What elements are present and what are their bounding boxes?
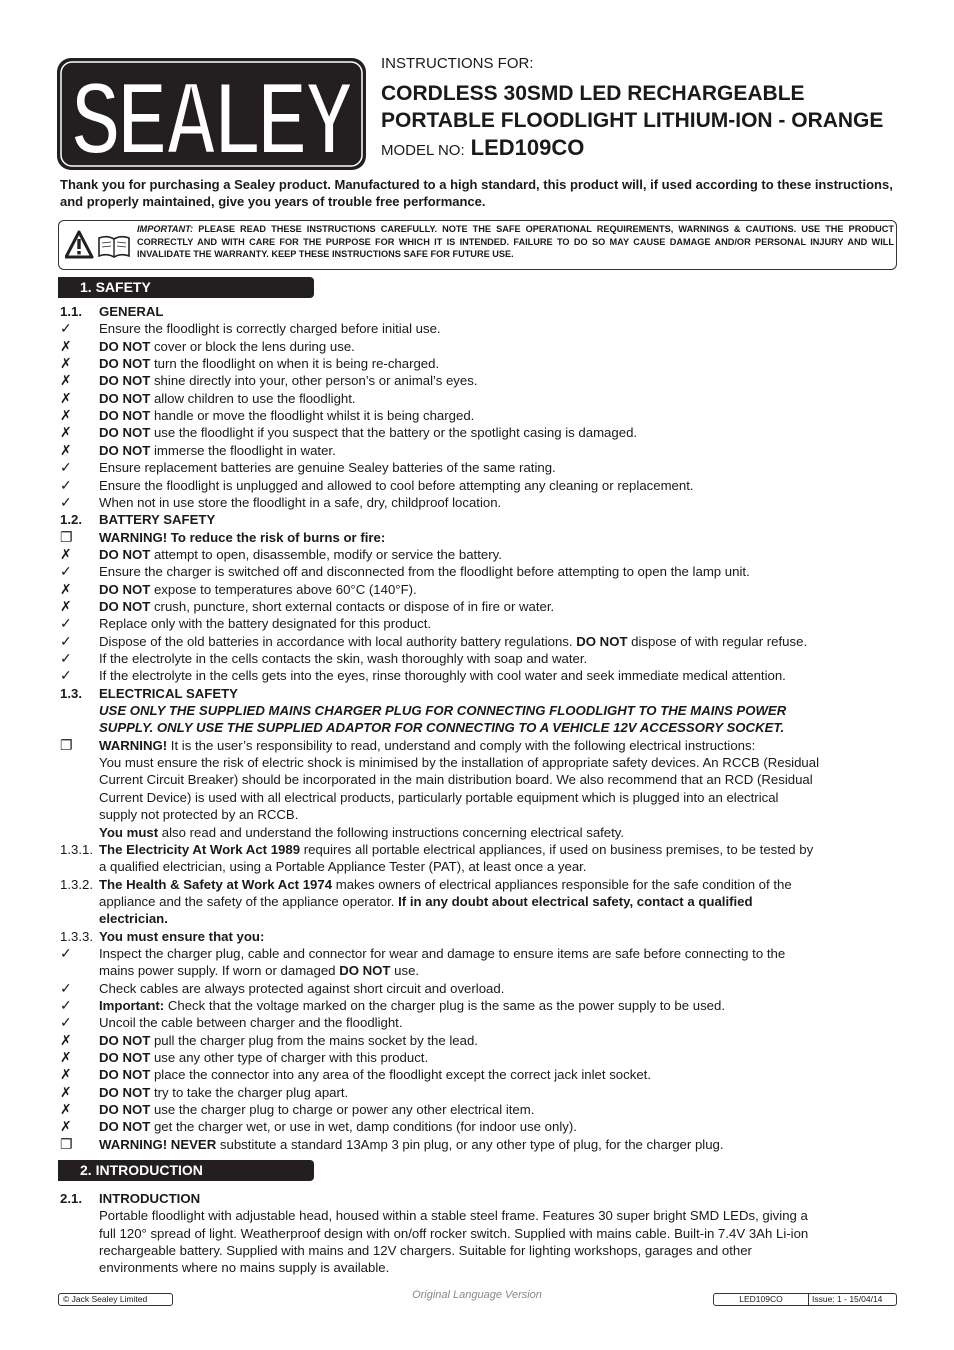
line-text: [99, 1032, 478, 1049]
text-line: [0, 372, 954, 389]
clause-number: 1.3.3.: [60, 928, 93, 944]
cross-icon: ✗: [60, 407, 72, 424]
text-line: [0, 1207, 954, 1224]
text-line: [0, 980, 954, 997]
instructions-for-label: INSTRUCTIONS FOR:: [381, 55, 534, 72]
section-heading-safety: 1. SAFETY: [58, 277, 314, 298]
text-line: [0, 320, 954, 337]
line-text: [99, 719, 784, 736]
text-line: [0, 789, 954, 806]
text-line: [0, 754, 954, 771]
bold-text: DO NOT: [99, 598, 151, 614]
bold-text: WARNING!: [99, 737, 168, 753]
important-notice-box: [58, 220, 897, 270]
line-text: [99, 355, 439, 372]
text-line: [0, 910, 954, 927]
bold-text: You must ensure that you:: [99, 928, 265, 944]
text-line: [0, 546, 954, 563]
text-line: [0, 459, 954, 476]
bold-text: DO NOT: [99, 373, 151, 389]
line-text: [99, 581, 417, 598]
line-text: [99, 338, 355, 355]
bold-text: DO NOT: [99, 1119, 151, 1135]
check-icon: ✓: [60, 944, 72, 961]
plain-text: use.: [390, 963, 420, 979]
text-line: [0, 667, 954, 684]
cross-icon: ✗: [60, 372, 72, 389]
bold-text: DO NOT: [99, 1067, 151, 1083]
box-bullet-icon: ❐: [60, 1135, 73, 1152]
model-number: LED109CO: [470, 135, 585, 160]
line-text: [99, 1225, 808, 1242]
line-text: [99, 685, 238, 702]
text-line: [0, 876, 954, 893]
plain-text: Check that the voltage marked on the charger plug is the same as the power supply to be used.: [164, 998, 726, 1013]
plain-text: use the charger plug to charge or power any other electrical item.: [150, 1102, 535, 1118]
line-text: [99, 702, 786, 719]
check-icon: ✓: [60, 997, 72, 1013]
clause-number: 1.1.: [60, 304, 82, 319]
line-text: [99, 667, 786, 684]
plain-text: If the electrolyte in the cells contacts the skin, wash thoroughly with soap and water.: [99, 651, 588, 666]
plain-text: rechargeable battery. Supplied with mains and 12V chargers. Suitable for lighting workshops, garages and other: [99, 1243, 752, 1259]
plain-text: Current Circuit Breaker) should be incorporated in the main distribution board. We also recommend that an RCD (Residual: [99, 772, 813, 788]
text-line: [0, 685, 954, 702]
line-text: [99, 1084, 348, 1101]
cross-icon: ✗: [60, 1066, 72, 1083]
bold-text: Important:: [99, 998, 165, 1013]
plain-text: Dispose of the old batteries in accordance with local authority battery regulations.: [99, 633, 577, 649]
plain-text: Check cables are always protected against short circuit and overload.: [99, 980, 505, 996]
line-text: [99, 598, 554, 615]
cross-icon: ✗: [60, 355, 72, 372]
bold-text: WARNING! NEVER: [99, 1136, 217, 1152]
plain-text: turn the floodlight on when it is being re-charged.: [150, 356, 440, 372]
sealey-logo: [57, 58, 366, 170]
text-line: [0, 858, 954, 875]
text-line: [0, 719, 954, 736]
important-label: IMPORTANT:: [137, 224, 194, 234]
line-text: [99, 390, 356, 407]
clause-number: 1.3.: [60, 685, 82, 701]
plain-text: place the connector into any area of the floodlight except the correct jack inlet socket.: [150, 1067, 651, 1083]
text-line: [0, 1242, 954, 1259]
check-icon: ✓: [60, 979, 72, 996]
bold-text: DO NOT: [99, 408, 151, 424]
check-icon: ✓: [60, 476, 72, 493]
check-icon: ✓: [60, 650, 72, 666]
svg-text:SEALEY: SEALEY: [71, 61, 353, 170]
line-text: [99, 1066, 651, 1083]
text-line: [0, 1032, 954, 1049]
text-line: [0, 1190, 954, 1207]
line-text: [99, 1101, 534, 1118]
text-line: [0, 841, 954, 858]
plain-text: supply not protected by an RCCB.: [99, 807, 299, 823]
plain-text: Uncoil the cable between charger and the floodlight.: [99, 1015, 403, 1031]
plain-text: appliance and the safety of the appliance operator.: [99, 893, 399, 909]
cross-icon: ✗: [60, 1083, 72, 1100]
line-text: [99, 841, 813, 858]
important-notice-text: [137, 223, 894, 261]
check-icon: ✓: [60, 632, 72, 649]
bold-text: electrician.: [99, 911, 168, 927]
text-line: [0, 424, 954, 441]
line-text: [99, 789, 779, 806]
plain-text: a qualified electrician, using a Portable Appliance Tester (PAT), at least once a year.: [99, 859, 587, 875]
bold-text: DO NOT: [99, 1102, 151, 1118]
bold-text: If in any doubt about electrical safety, contact a qualified: [398, 893, 753, 909]
product-title: [381, 80, 941, 134]
text-line: [0, 945, 954, 962]
plain-text: Ensure the floodlight is correctly charged before initial use.: [99, 321, 441, 337]
bold-text: DO NOT: [99, 442, 151, 458]
plain-text: shine directly into your, other person’s or animal’s eyes.: [150, 373, 478, 389]
line-text: [99, 303, 163, 320]
line-text: [99, 980, 504, 997]
read-manual-book-icon: [99, 237, 129, 257]
line-text: [99, 1190, 200, 1207]
line-text: [99, 494, 501, 511]
clause-number: 1.2.: [60, 512, 82, 528]
bold-text: DO NOT: [99, 1050, 151, 1066]
bold-text: DO NOT: [99, 425, 151, 441]
bold-text: The Electricity At Work Act 1989: [99, 841, 301, 857]
text-line: [0, 702, 954, 719]
cross-icon: ✗: [60, 1101, 72, 1118]
footer-issue: Issue: 1 - 15/04/14: [812, 1294, 883, 1304]
cross-icon: ✗: [60, 441, 72, 458]
plain-text: immerse the floodlight in water.: [150, 442, 336, 458]
text-line: [0, 1084, 954, 1101]
model-number-row: [381, 135, 584, 161]
bold-text: GENERAL: [99, 304, 164, 319]
text-line: [0, 581, 954, 598]
line-text: [99, 1014, 403, 1031]
text-line: [0, 1014, 954, 1031]
line-text: [99, 407, 474, 424]
text-line: [0, 511, 954, 528]
text-line: [0, 737, 954, 754]
line-text: [99, 771, 813, 788]
line-text: [99, 546, 502, 563]
line-text: [99, 910, 168, 927]
plain-text: environments where no mains supply is available.: [99, 1260, 390, 1276]
plain-text: substitute a standard 13Amp 3 pin plug, or any other type of plug, for the charger plug.: [216, 1136, 724, 1152]
bold-text: WARNING! To reduce the risk of burns or fire:: [99, 529, 386, 545]
line-text: [99, 511, 215, 528]
footer-doc-info: [713, 1293, 897, 1306]
plain-text: Ensure the floodlight is unplugged and allowed to cool before attempting any cleaning or replacement.: [99, 477, 694, 493]
text-line: [0, 494, 954, 511]
svg-text:SEALEY: SEALEY: [71, 61, 353, 170]
bold-text: DO NOT: [576, 633, 628, 649]
footer-copyright: © Jack Sealey Limited: [58, 1293, 173, 1306]
check-icon: ✓: [60, 615, 72, 632]
bold-italic-text: SUPPLY. ONLY USE THE SUPPLIED ADAPTOR FOR CONNECTING TO A VEHICLE 12V ACCESSORY SOCKET.: [99, 720, 785, 736]
box-bullet-icon: ❐: [60, 528, 73, 545]
bold-text: You must: [99, 824, 159, 840]
cross-icon: ✗: [60, 337, 72, 354]
line-text: [99, 962, 419, 979]
clause-number: 1.3.1.: [60, 841, 93, 857]
bold-text: DO NOT: [99, 356, 151, 372]
line-text: [99, 1207, 808, 1224]
bold-text: DO NOT: [99, 1032, 151, 1048]
line-text: [99, 633, 807, 650]
check-icon: ✓: [60, 320, 72, 337]
bold-text: ELECTRICAL SAFETY: [99, 685, 238, 701]
text-line: [0, 529, 954, 546]
text-line: [0, 1225, 954, 1242]
line-text: [99, 806, 298, 823]
text-line: [0, 477, 954, 494]
line-text: [99, 1259, 389, 1276]
plain-text: use the floodlight if you suspect that the battery or the spotlight casing is damaged.: [150, 425, 638, 441]
plain-text: dispose of with regular refuse.: [627, 633, 808, 649]
warning-triangle-icon: [66, 232, 92, 257]
line-text: [99, 824, 624, 841]
bold-text: DO NOT: [99, 1084, 151, 1100]
text-line: [0, 1101, 954, 1118]
plain-text: handle or move the floodlight whilst it is being charged.: [150, 408, 475, 424]
bold-text: DO NOT: [99, 338, 151, 354]
line-text: [99, 442, 336, 459]
footer-divider: [808, 1293, 809, 1306]
plain-text: When not in use store the floodlight in a safe, dry, childproof location.: [99, 494, 502, 510]
cross-icon: ✗: [60, 424, 72, 441]
line-text: [99, 529, 385, 546]
line-text: [99, 928, 264, 945]
cross-icon: ✗: [60, 597, 72, 614]
line-text: [99, 1136, 724, 1153]
thank-you-paragraph: Thank you for purchasing a Sealey product. Manufactured to a high standard, this product will, if used according to these instructions, and properly maintained, give you years of trouble free performance.: [60, 177, 893, 209]
bold-text: The Health & Safety at Work Act 1974: [99, 876, 333, 892]
text-line: [0, 615, 954, 632]
text-line: [0, 997, 954, 1014]
plain-text: Ensure the charger is switched off and disconnected from the floodlight before attempting to open the lamp unit.: [99, 564, 750, 580]
line-text: [99, 997, 725, 1014]
product-title-line-2: PORTABLE FLOODLIGHT LITHIUM-ION - ORANGE: [381, 109, 884, 132]
line-text: [99, 893, 753, 910]
cross-icon: ✗: [60, 580, 72, 597]
line-text: [99, 424, 637, 441]
important-body: PLEASE READ THESE INSTRUCTIONS CAREFULLY. NOTE THE SAFE OPERATIONAL REQUIREMENTS, WARNINGS & CAUTIONS. USE THE PRODUCT CORRECTLY AND WITH CARE FOR THE PURPOSE FOR WHICH IT IS INTENDED. FAILURE TO DO SO MAY CAUSE DAMAGE AND/OR PERSONAL INJURY AND WILL INVALIDATE THE WARRANTY. KEEP THESE INSTRUCTIONS SAFE FOR FUTURE USE.: [137, 224, 894, 259]
text-line: [0, 893, 954, 910]
cross-icon: ✗: [60, 545, 72, 562]
text-line: [0, 633, 954, 650]
plain-text: If the electrolyte in the cells gets into the eyes, rinse thoroughly with cool water and seek immediate medical attention.: [99, 668, 786, 684]
plain-text: requires all portable electrical appliances, if used on business premises, to be tested by: [300, 841, 814, 857]
cross-icon: ✗: [60, 389, 72, 406]
bold-text: INTRODUCTION: [99, 1191, 201, 1206]
cross-icon: ✗: [60, 1031, 72, 1048]
plain-text: Portable floodlight with adjustable head, housed within a stable steel frame. Features 30 super bright SMD LEDs, giving a: [99, 1208, 808, 1224]
line-text: [99, 372, 477, 389]
plain-text: attempt to open, disassemble, modify or service the battery.: [150, 546, 502, 562]
plain-text: It is the user’s responsibility to read, understand and comply with the following electrical instructions:: [167, 737, 756, 753]
line-text: [99, 615, 431, 632]
text-line: [0, 650, 954, 667]
text-line: [0, 338, 954, 355]
sealey-logo-graphic: [57, 58, 366, 170]
text-line: [0, 806, 954, 823]
box-bullet-icon: ❐: [60, 736, 73, 753]
text-line: [0, 355, 954, 372]
line-text: [99, 858, 586, 875]
model-label: MODEL NO:: [381, 142, 465, 159]
clause-number: 1.3.2.: [60, 876, 93, 892]
plain-text: allow children to use the floodlight.: [150, 390, 356, 406]
bold-text: DO NOT: [99, 581, 151, 597]
bold-text: DO NOT: [99, 390, 151, 406]
bold-text: DO NOT: [99, 546, 151, 562]
line-text: [99, 650, 587, 667]
text-line: [0, 1259, 954, 1276]
line-text: [99, 459, 556, 476]
plain-text: pull the charger plug from the mains socket by the lead.: [150, 1032, 478, 1048]
text-line: [0, 962, 954, 979]
footer-model: LED109CO: [739, 1294, 783, 1304]
text-line: [0, 407, 954, 424]
plain-text: crush, puncture, short external contacts or dispose of in fire or water.: [150, 598, 555, 614]
plain-text: Replace only with the battery designated for this product.: [99, 616, 432, 632]
cross-icon: ✗: [60, 1049, 72, 1066]
clause-number: 2.1.: [60, 1191, 82, 1206]
text-line: [0, 1049, 954, 1066]
line-text: [99, 945, 785, 962]
line-text: [99, 1242, 752, 1259]
text-line: [0, 771, 954, 788]
line-text: [99, 1049, 428, 1066]
line-text: [99, 477, 694, 494]
plain-text: makes owners of electrical appliances responsible for the safe condition of the: [332, 876, 792, 892]
text-line: [0, 1118, 954, 1135]
plain-text: get the charger wet, or use in wet, damp conditions (for indoor use only).: [150, 1119, 577, 1135]
plain-text: try to take the charger plug apart.: [150, 1084, 349, 1100]
line-text: [99, 754, 819, 771]
plain-text: expose to temperatures above 60°C (140°F).: [150, 581, 417, 597]
text-line: [0, 442, 954, 459]
section-heading-introduction: 2. INTRODUCTION: [58, 1160, 314, 1181]
plain-text: You must ensure the risk of electric shock is minimised by the installation of appropriate safety devices. An RCCB (Residual: [99, 755, 820, 771]
line-text: [99, 563, 750, 580]
check-icon: ✓: [60, 1014, 72, 1031]
plain-text: Inspect the charger plug, cable and connector for wear and damage to ensure items are safe before connecting to the: [99, 945, 786, 961]
check-icon: ✓: [60, 563, 72, 580]
bold-text: BATTERY SAFETY: [99, 512, 216, 528]
text-line: [0, 1136, 954, 1153]
plain-text: full 120° spread of light. Weatherproof design with on/off rocker switch. Supplied with mains cable. Built-in 7.4V 3Ah Li-ion: [99, 1225, 809, 1241]
plain-text: Current Device) is used with all electrical products, particularly portable equipment which is plugged into an electrical: [99, 789, 779, 805]
text-line: [0, 563, 954, 580]
text-line: [0, 598, 954, 615]
notice-icons: [65, 230, 135, 260]
plain-text: Ensure replacement batteries are genuine Sealey batteries of the same rating.: [99, 460, 556, 476]
check-icon: ✓: [60, 493, 72, 510]
text-line: [0, 1066, 954, 1083]
text-line: [0, 303, 954, 320]
text-line: [0, 928, 954, 945]
check-icon: ✓: [60, 667, 72, 684]
check-icon: ✓: [60, 459, 72, 476]
line-text: [99, 876, 792, 893]
footer-original-language: Original Language Version: [412, 1289, 542, 1301]
cross-icon: ✗: [60, 1118, 72, 1135]
plain-text: use any other type of charger with this product.: [150, 1050, 429, 1066]
product-title-line-1: CORDLESS 30SMD LED RECHARGEABLE: [381, 82, 805, 105]
text-line: [0, 390, 954, 407]
plain-text: cover or block the lens during use.: [150, 338, 355, 354]
plain-text: mains power supply. If worn or damaged: [99, 963, 340, 979]
plain-text: also read and understand the following instructions concerning electrical safety.: [158, 824, 625, 840]
line-text: [99, 1118, 577, 1135]
text-line: [0, 824, 954, 841]
line-text: [99, 737, 755, 754]
line-text: [99, 320, 441, 337]
bold-italic-text: USE ONLY THE SUPPLIED MAINS CHARGER PLUG FOR CONNECTING FLOODLIGHT TO THE MAINS POWER: [99, 703, 787, 719]
bold-text: DO NOT: [339, 963, 391, 979]
